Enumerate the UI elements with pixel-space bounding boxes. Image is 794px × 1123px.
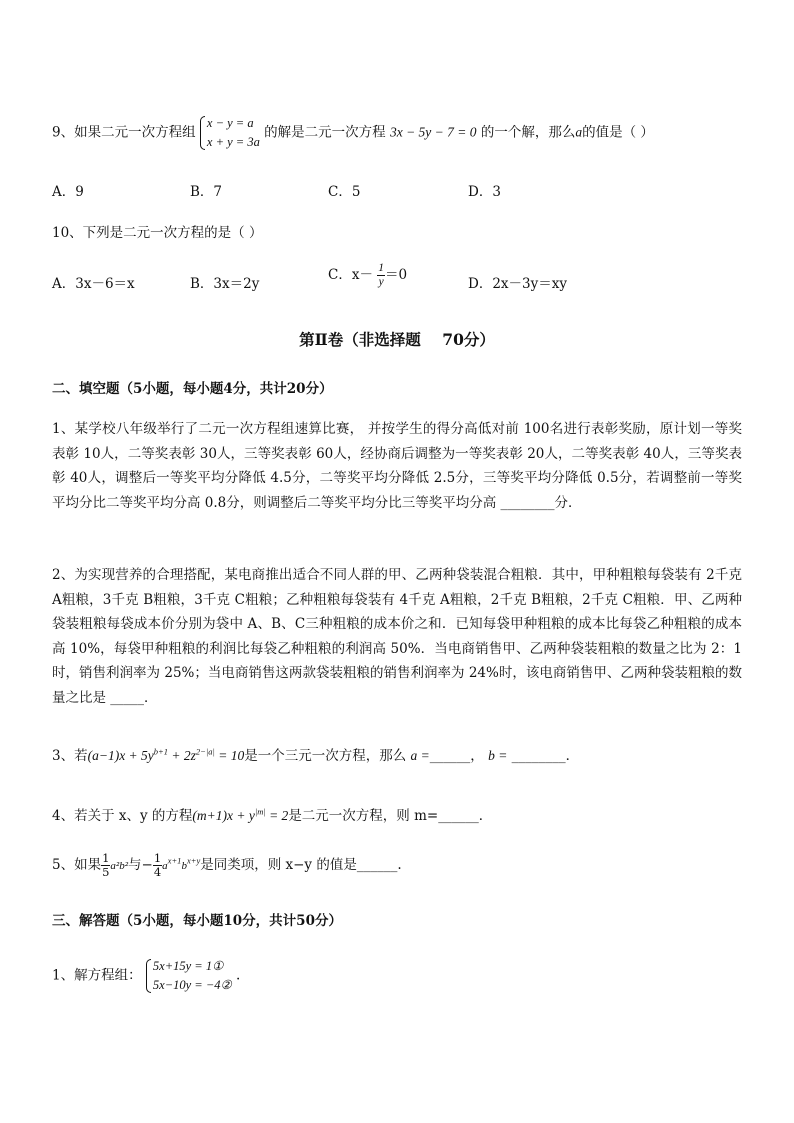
fill-question-3 [52, 744, 579, 764]
fill-3-blank-b: ________ [511, 748, 566, 764]
question-9-variable: a [575, 124, 583, 140]
fill-3-separator: ， [470, 748, 484, 764]
question-9-equation: 3x − 5y − 7 = 0 [389, 124, 477, 140]
fill-5-base-a: a [162, 860, 168, 872]
question-9-option-d: D．3 [468, 184, 501, 200]
fill-4-equals: = 2 [265, 808, 289, 823]
question-10-stem: 10、下列是二元一次方程的是（ ） [52, 225, 263, 241]
question-9-option-a: A．9 [52, 184, 84, 200]
section-2-title: 第Ⅱ卷（非选择题 70分） [299, 330, 495, 349]
fraction-numerator: 1 [153, 851, 162, 865]
fill-4-suffix: 是二元一次方程，则 m=______． [288, 808, 493, 824]
fill-5-mid: 与− [128, 857, 153, 873]
solve-1-prefix: 1、解方程组： [52, 967, 142, 984]
question-9-prefix: 9、如果二元一次方程组 [52, 124, 196, 141]
fill-question-1: 1、某学校八年级举行了二元一次方程组速算比赛， 并按学生的得分高低对前 100名进行表彰奖励，原计划一等奖表彰 10人，二等奖表彰 30人，三等奖表彰 60人，经协商后调整为一等奖表彰 20人，二等奖表彰 40人，三等奖表彰 40人，调整后一等奖平均分降低 4.5分，二等奖平均分降低 2.5分，三等奖平均分降低 0.5分，若调整前一等奖平均分比二等奖平均分高 0.8分，则调整后二等奖平均分比三等奖平均分高 ________分． [52, 421, 742, 511]
fill-in-heading: 二、填空题（5小题，每小题4分，共计20分） [52, 381, 333, 397]
fraction-denominator: 4 [153, 865, 162, 879]
equation-system [146, 957, 232, 995]
fill-3-prefix: 3、若 [52, 748, 88, 764]
fill-3-exponent-2: 2−|a| [195, 746, 215, 757]
solve-heading: 三、解答题（5小题，每小题10分，共计50分） [52, 913, 342, 929]
fill-3-end: ． [565, 748, 580, 764]
fraction-denominator: y [378, 276, 384, 288]
fill-5-base-b: b [181, 860, 187, 872]
question-10-option-d: D．2x－3y＝xy [468, 276, 567, 292]
question-9-stem [52, 114, 654, 152]
system-line-1: 5x+15y = 1① [152, 959, 224, 973]
system-line-2: x + y = 3a [206, 135, 260, 149]
system-line-2: 5x−10y = −4② [152, 978, 232, 992]
fill-question-5 [52, 852, 402, 879]
fill-5-exponent-a: x+1 [167, 855, 182, 866]
fill-5-exponent-b: x+y [186, 855, 201, 866]
solve-1-end: . [236, 967, 241, 984]
question-10-option-c [328, 262, 407, 289]
fill-5-prefix: 5、如果 [52, 857, 102, 873]
fill-4-expression: (m+1)x + y [192, 808, 255, 823]
question-10-option-b: B．3x＝2y [190, 276, 260, 292]
option-c-suffix: ＝0 [385, 267, 408, 283]
fill-5-suffix: 是同类项，则 x−y 的值是______. [200, 857, 402, 873]
fill-5-term-1: a²b² [110, 860, 129, 872]
question-9-option-c: C．5 [328, 184, 361, 200]
equation-system [200, 114, 260, 152]
fraction-denominator: 5 [102, 865, 110, 879]
question-9-option-b: B．7 [190, 184, 223, 200]
fill-3-expression: (a−1)x + 5y [87, 748, 154, 763]
fraction-numerator: 1 [378, 262, 384, 274]
fill-3-equals: = 10 [214, 748, 245, 763]
fill-3-exponent-1: b+1 [153, 746, 169, 757]
question-9-suffix: 的一个解，那么 [480, 124, 576, 141]
fraction-one-quarter [153, 852, 162, 879]
fill-3-blank-a: ______ [429, 748, 471, 764]
fill-4-exponent: |m| [254, 806, 266, 817]
fill-3-suffix: 是一个三元一次方程，那么 [244, 748, 407, 764]
question-9-mid: 的解是二元一次方程 [264, 124, 386, 141]
question-9-answer-paren: 的值是（ ） [582, 124, 654, 141]
fill-3-b-label: b = [488, 748, 508, 763]
fill-3-a-label: a = [410, 748, 430, 763]
fill-question-4 [52, 804, 492, 824]
fill-question-2: 2、为实现营养的合理搭配，某电商推出适合不同人群的甲、乙两种袋装混合粗粮．其中，甲种粗粮每袋装有 2千克 A粗粮，3千克 B粗粮，3千克 C粗粮；乙种粗粮每袋装有 4千克 A粗粮，2千克 B粗粮，2千克 C粗粮．甲、乙两种袋装粗粮每袋成本价分别为袋中 A、B、C三种粗粮的成本价之和．已知每袋甲种粗粮的成本比每袋乙种粗粮的成本高 10%，每袋甲种粗粮的利润比每袋乙种粗粮的利润高 50%．当电商销售甲、乙两种袋装粗粮的数量之比为 2：1时，销售利润率为 25%；当电商销售这两款袋装粗粮的销售利润率为 24%时，该电商销售甲、乙两种袋装粗粮的数量之比是 _____． [52, 567, 742, 706]
fill-3-z-term: + 2z [168, 748, 196, 763]
system-line-1: x − y = a [206, 116, 254, 130]
fraction-numerator: 1 [102, 851, 110, 865]
question-10-option-a: A．3x－6＝x [52, 276, 135, 292]
option-c-prefix: C．x－ [328, 267, 373, 283]
fill-4-prefix: 4、若关于 x、y 的方程 [52, 808, 193, 824]
solve-question-1 [52, 957, 240, 995]
fraction-one-over-y [377, 262, 385, 289]
